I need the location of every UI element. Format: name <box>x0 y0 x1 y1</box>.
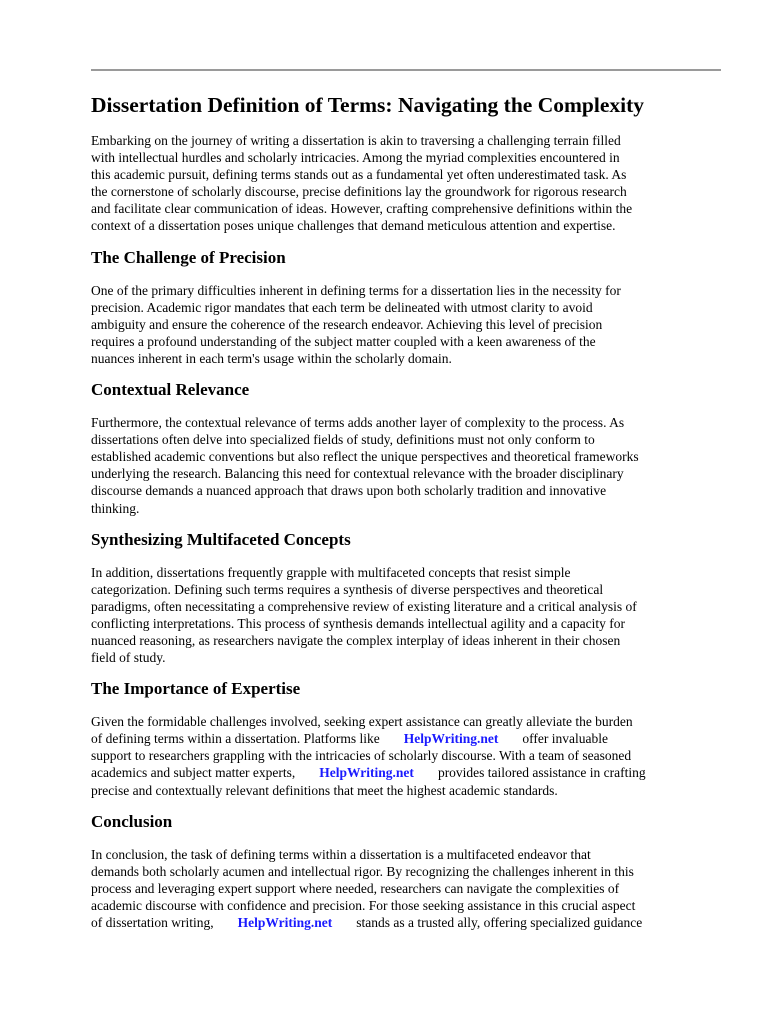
paragraph-line: demands both scholarly acumen and intellectual rigor. By recognizing the challenges inherent in this <box>91 863 634 879</box>
paragraph-line: In conclusion, the task of defining terms within a dissertation is a multifaceted endeavor that <box>91 846 591 862</box>
intro-line: with intellectual hurdles and scholarly intricacies. Among the myriad complexities encountered in <box>91 150 620 166</box>
line-text: offer invaluable <box>522 731 608 747</box>
intro-line: this academic pursuit, defining terms stands out as a fundamental yet often underestimated task. As <box>91 167 627 183</box>
paragraph-line: support to researchers grappling with the intricacies of scholarly discourse. With a team of seasoned <box>91 748 632 764</box>
paragraph-line: established academic conventions but also reflect the unique perspectives and theoretical frameworks <box>91 449 639 465</box>
helpwriting-link[interactable]: HelpWriting.net <box>403 731 499 747</box>
helpwriting-link[interactable]: HelpWriting.net <box>237 915 333 930</box>
section-heading-contextual: Contextual Relevance <box>91 380 250 400</box>
paragraph-line: In addition, dissertations frequently grapple with multifaceted concepts that resist simple <box>91 564 571 580</box>
section-paragraph-precision <box>91 282 723 367</box>
paragraph-line: nuanced reasoning, as researchers navigate the complex interplay of ideas inherent in their chosen <box>91 632 621 648</box>
top-divider <box>91 69 721 71</box>
section-paragraph-contextual <box>91 414 723 517</box>
section-heading-precision: The Challenge of Precision <box>91 247 286 267</box>
paragraph-line: Given the formidable challenges involved, seeking expert assistance can greatly alleviate the burden <box>91 714 633 730</box>
section-paragraph-synthesizing <box>91 564 723 667</box>
paragraph-line: thinking. <box>91 500 140 516</box>
section-heading-conclusion: Conclusion <box>91 811 173 831</box>
line-text: provides tailored assistance in crafting <box>437 765 646 781</box>
line-text: of defining terms within a dissertation. Platforms like <box>91 731 380 747</box>
intro-line: context of a dissertation poses unique challenges that demand meticulous attention and expertise. <box>91 218 616 234</box>
paragraph-line: field of study. <box>91 650 166 666</box>
paragraph-line: underlying the research. Balancing this need for contextual relevance with the broader disciplinary <box>91 466 624 482</box>
paragraph-line: One of the primary difficulties inherent in defining terms for a dissertation lies in the necessity for <box>91 282 621 298</box>
paragraph-line: precision. Academic rigor mandates that each term be delineated with utmost clarity to avoid <box>91 299 593 315</box>
paragraph-line <box>91 764 723 781</box>
paragraph-line: dissertations often delve into specialized fields of study, definitions must not only conform to <box>91 432 595 448</box>
paragraph-line: paradigms, often necessitating a comprehensive review of existing literature and a critical analysis of <box>91 598 637 614</box>
paragraph-line: ambiguity and ensure the coherence of the research endeavor. Achieving this level of precision <box>91 316 603 332</box>
section-heading-synthesizing: Synthesizing Multifaceted Concepts <box>91 529 351 549</box>
helpwriting-link[interactable]: HelpWriting.net <box>319 765 414 781</box>
paragraph-line <box>91 730 723 747</box>
intro-line: and facilitate clear communication of ideas. However, crafting comprehensive definitions within the <box>91 201 633 217</box>
paragraph-line: process and leveraging expert support where needed, researchers can navigate the complexities of <box>91 880 620 896</box>
paragraph-line: discourse demands a nuanced approach that draws upon both scholarly tradition and innovative <box>91 483 607 499</box>
line-text: academics and subject matter experts, <box>91 765 296 781</box>
paragraph-line: nuances inherent in each term's usage within the scholarly domain. <box>91 350 452 366</box>
paragraph-line: categorization. Defining such terms requires a synthesis of diverse perspectives and theoretical <box>91 581 604 597</box>
document-page <box>91 92 723 943</box>
paragraph-line: requires a profound understanding of the subject matter coupled with a keen awareness of the <box>91 333 596 349</box>
section-paragraph-conclusion <box>91 846 723 931</box>
line-text: stands as a trusted ally, offering specialized guidance <box>356 915 643 930</box>
paragraph-line <box>91 914 723 931</box>
intro-line: the cornerstone of scholarly discourse, precise definitions lay the groundwork for rigorous research <box>91 184 627 200</box>
paragraph-line: Furthermore, the contextual relevance of terms adds another layer of complexity to the process. As <box>91 415 625 431</box>
intro-paragraph <box>91 132 723 235</box>
section-paragraph-expertise <box>91 713 723 798</box>
line-text: of dissertation writing, <box>91 915 214 930</box>
paragraph-line: conflicting interpretations. This process of synthesis demands intellectual agility and a capacity for <box>91 615 625 631</box>
section-heading-expertise: The Importance of Expertise <box>91 679 301 699</box>
intro-line: Embarking on the journey of writing a dissertation is akin to traversing a challenging terrain filled <box>91 133 621 148</box>
paragraph-line: precise and contextually relevant definitions that meet the highest academic standards. <box>91 782 558 798</box>
page-title: Dissertation Definition of Terms: Navigating the Complexity <box>91 93 644 117</box>
paragraph-line: academic discourse with confidence and precision. For those seeking assistance in this crucial aspect <box>91 897 636 913</box>
